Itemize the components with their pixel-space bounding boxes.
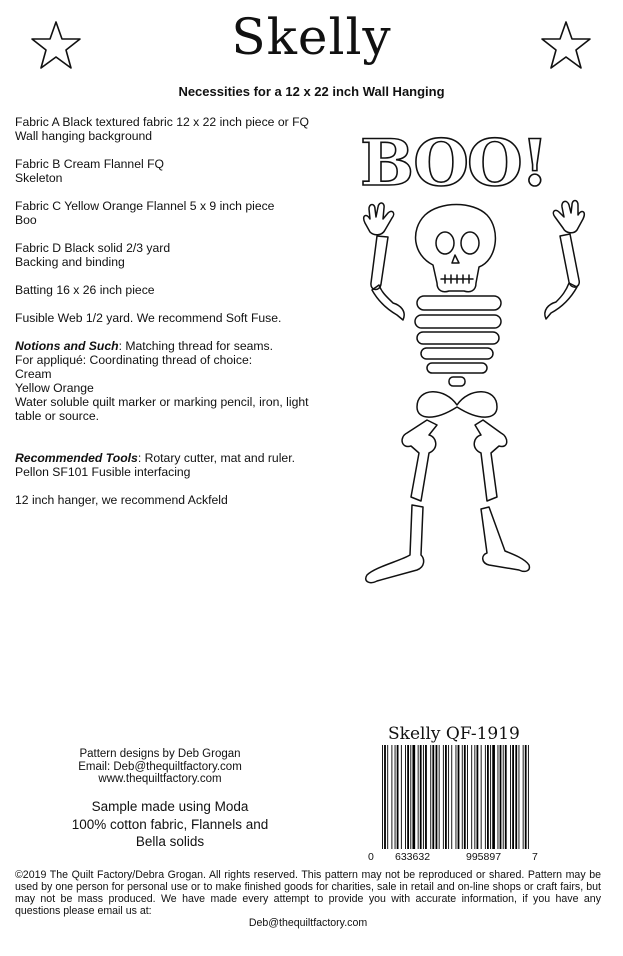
notions-heading: Notions and Such xyxy=(15,339,119,353)
product-code: Skelly QF-1919 xyxy=(388,724,520,744)
skelly-artwork xyxy=(355,115,600,590)
material-item: Batting 16 x 26 inch piece xyxy=(15,283,155,297)
email-link[interactable]: Email: Deb@thequiltfactory.com xyxy=(78,760,242,773)
material-item: Fabric B Cream Flannel FQ Skeleton xyxy=(15,157,164,185)
barcode-digit-prefix: 0 xyxy=(368,851,374,863)
barcode-digits-left: 633632 xyxy=(395,851,431,863)
materials-list xyxy=(15,115,330,521)
credits-block xyxy=(60,748,260,786)
sample-note: Sample made using Moda 100% cotton fabric, Flannels and Bella solids xyxy=(71,799,269,849)
hanger-note: 12 inch hanger, we recommend Ackfeld xyxy=(15,493,228,507)
website-link[interactable]: www.thequiltfactory.com xyxy=(98,773,222,785)
material-item: Fusible Web 1/2 yard. We recommend Soft Fuse. xyxy=(15,311,282,325)
page-title: Skelly xyxy=(231,8,392,66)
copyright-email[interactable]: Deb@thequiltfactory.com xyxy=(248,917,368,929)
copyright-notice xyxy=(15,869,601,929)
barcode-digit-check: 7 xyxy=(532,851,538,863)
tools-heading: Recommended Tools xyxy=(15,451,138,465)
tools-section: Recommended Tools: Rotary cutter, mat and ruler. Pellon SF101 Fusible interfacing xyxy=(15,451,295,479)
material-item: Fabric A Black textured fabric 12 x 22 inch piece or FQ Wall hanging background xyxy=(15,115,309,143)
page-subtitle: Necessities for a 12 x 22 inch Wall Hanging xyxy=(178,84,445,99)
barcode-icon xyxy=(380,745,530,850)
notions-section: Notions and Such: Matching thread for seams. For appliqué: Coordinating thread of choice: Cream Yellow Orange Water soluble quilt marker or marking pencil, iron, light table or source. xyxy=(15,339,309,423)
copyright-text: ©2019 The Quilt Factory/Debra Grogan. All rights reserved. This pattern may not be reproduced or shared. Pattern may be used by one person for personal use or to make finished goods for charities, sale in retail and on-line shops or craft fairs, but may not be mass produced. We have made every attempt to provide you with accurate information, if you have any questions please email us at: xyxy=(15,869,601,917)
material-item: Fabric D Black solid 2/3 yard Backing and binding xyxy=(15,241,171,269)
skeleton-outline xyxy=(364,201,585,583)
material-item: Fabric C Yellow Orange Flannel 5 x 9 inch piece Boo xyxy=(15,199,275,227)
designer-credit: Pattern designs by Deb Grogan xyxy=(79,748,241,760)
barcode-digits-right: 995897 xyxy=(466,851,502,863)
boo-text: BOO! xyxy=(360,126,547,201)
